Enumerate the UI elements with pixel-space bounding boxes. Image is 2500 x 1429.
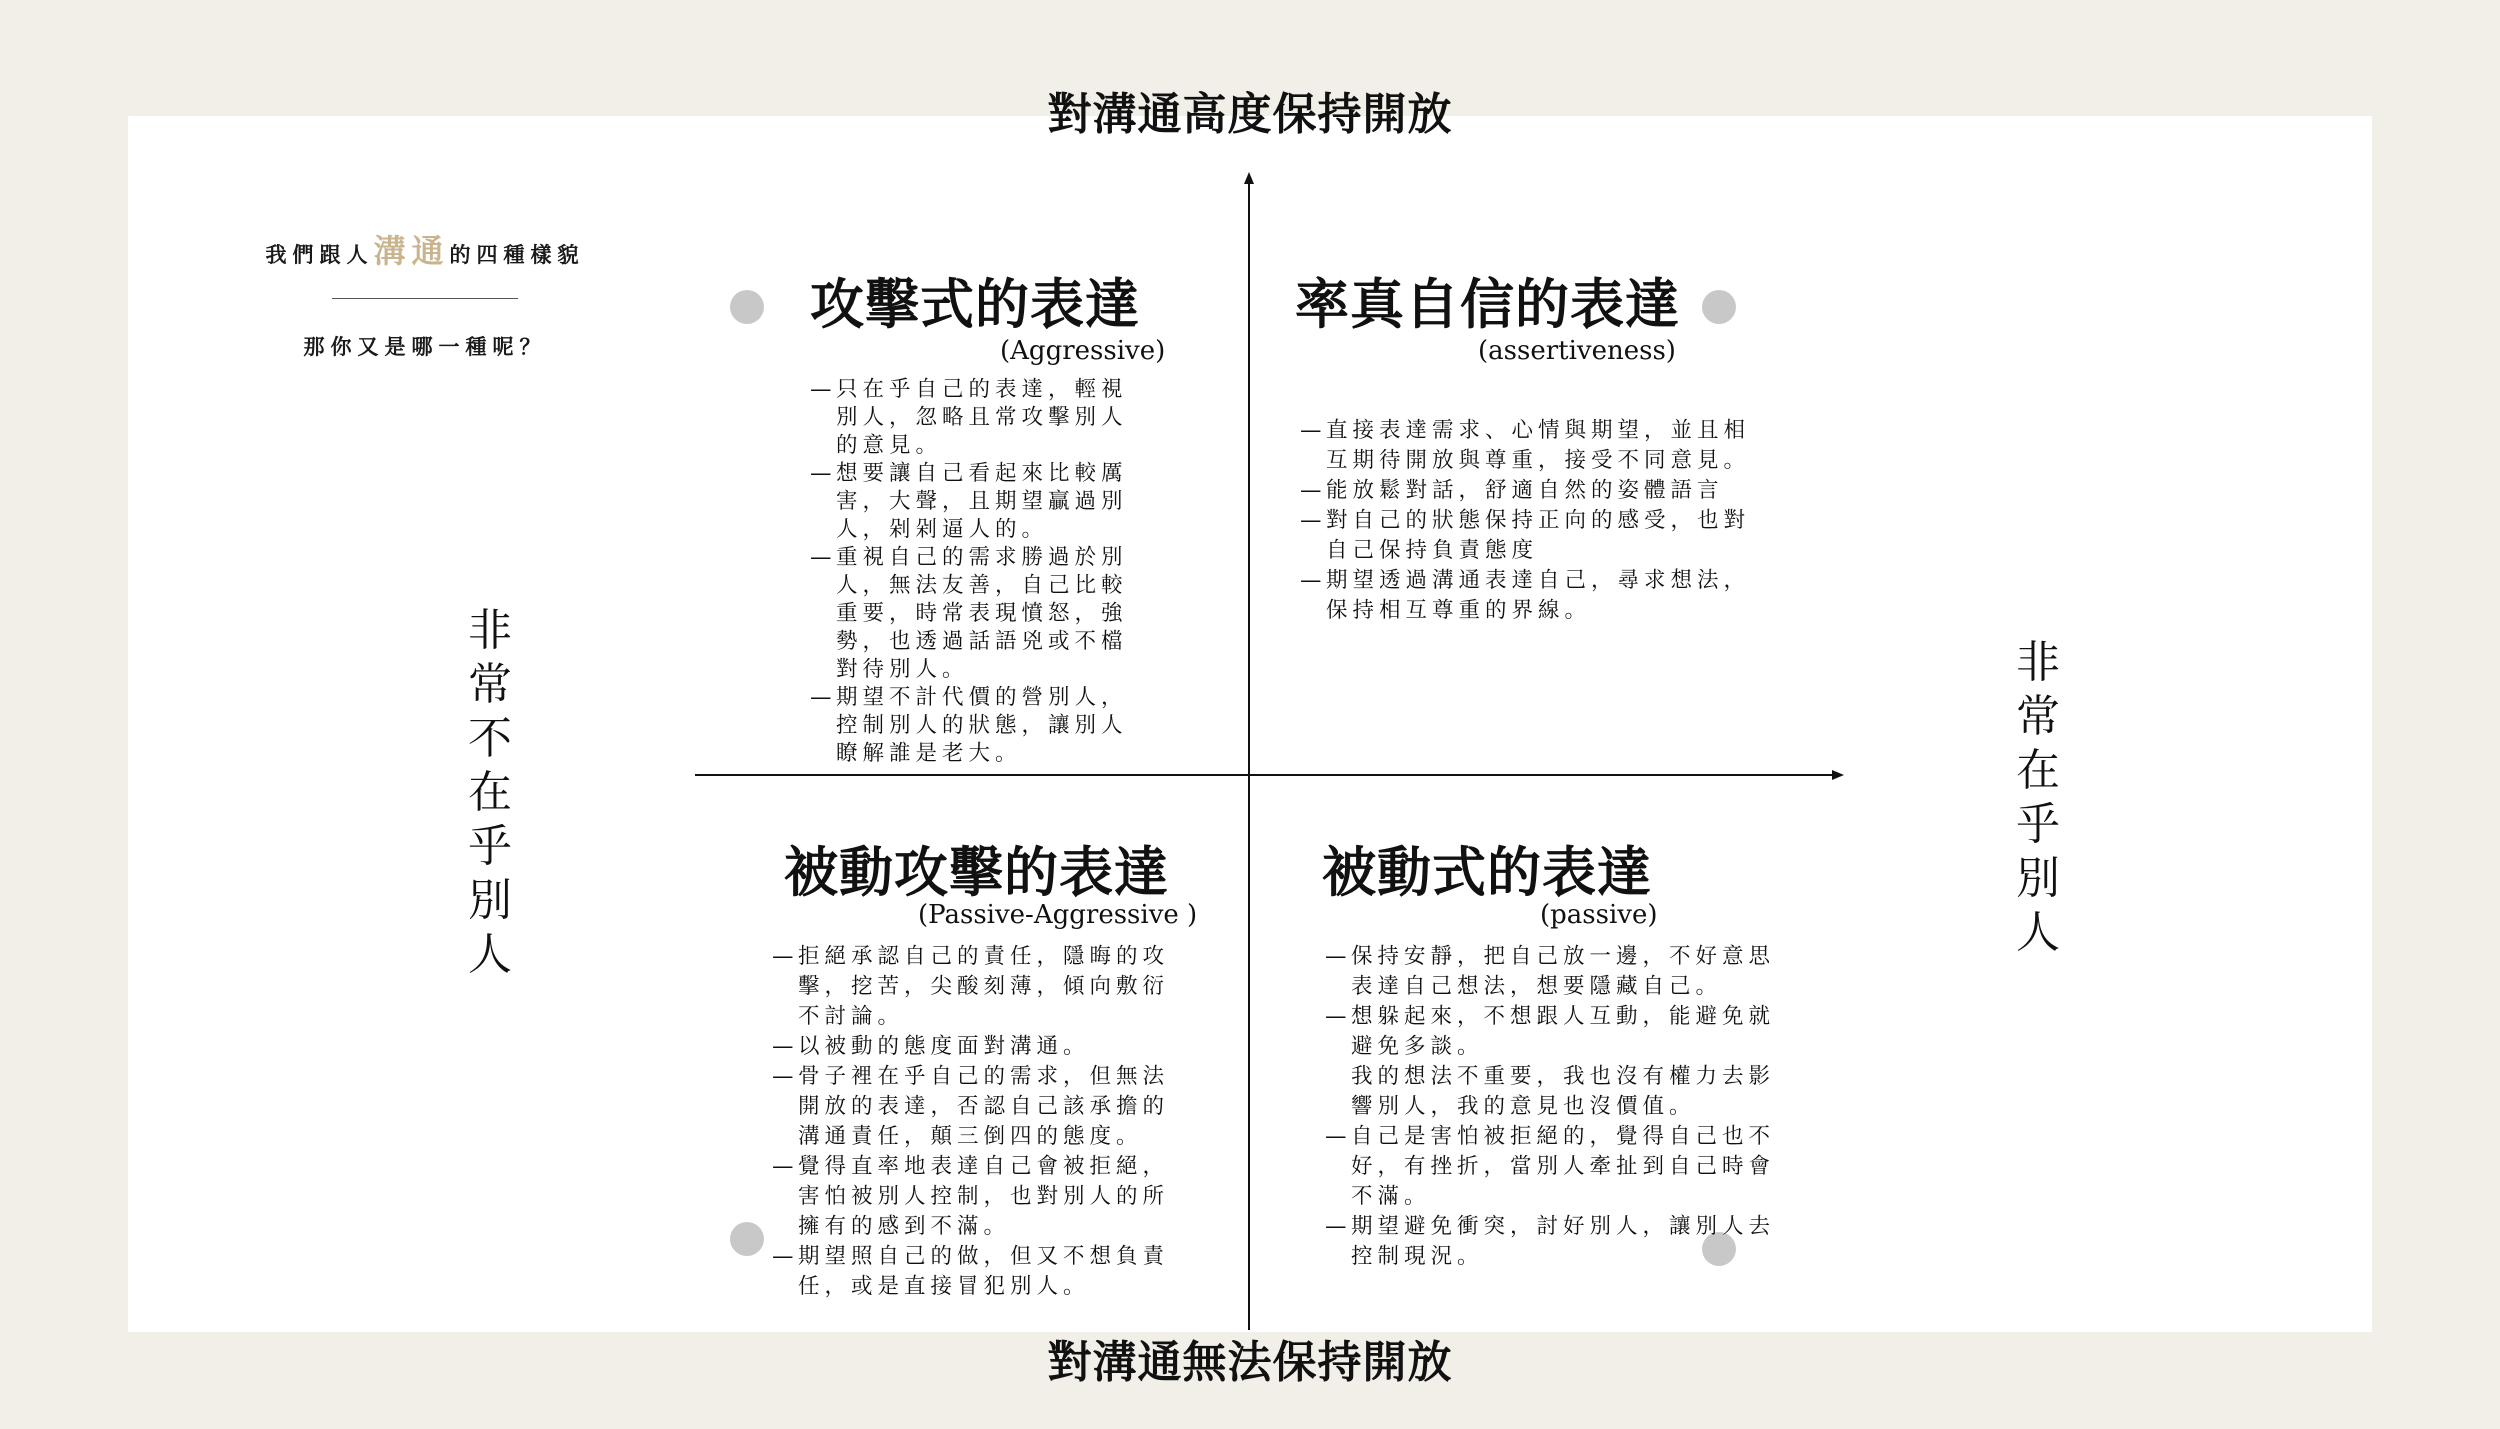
- quadrant-list-passive: [1325, 942, 1785, 1272]
- list-item: — 直接表達需求、心情與期望，並且相互期待開放與尊重，接受不同意見。: [1300, 416, 1770, 476]
- quadrant-list-aggressive: [810, 376, 1150, 768]
- list-item: — 期望不計代價的營別人，控制別人的狀態，讓別人瞭解誰是老大。: [810, 684, 1150, 768]
- decor-dot: [1702, 290, 1736, 324]
- quadrant-title-aggressive: 攻擊式的表達: [810, 272, 1140, 336]
- intro-prefix: 我們跟人: [265, 243, 374, 267]
- list-item: — 自己是害怕被拒絕的，覺得自己也不好，有挫折，當別人牽扯到自己時會不滿。: [1325, 1122, 1785, 1212]
- quadrant-title-assertive: 率真自信的表達: [1295, 272, 1680, 336]
- list-item: — 想要讓自己看起來比較厲害，大聲，且期望贏過別人，剁剁逼人的。: [810, 460, 1150, 544]
- list-item: — 想躲起來，不想跟人互動，能避免就避免多談。: [1325, 1002, 1785, 1062]
- list-item: — 對自己的狀態保持正向的感受，也對自己保持負責態度: [1300, 506, 1770, 566]
- axis-label-bottom: 對溝通無法保持開放: [1047, 1337, 1453, 1388]
- list-item: — 骨子裡在乎自己的需求，但無法開放的表達，否認自己該承擔的溝通責任，顛三倒四的態度。: [772, 1062, 1182, 1152]
- list-item: — 期望透過溝通表達自己，尋求想法，保持相互尊重的界線。: [1300, 566, 1770, 626]
- list-item: — 拒絕承認自己的責任，隱晦的攻擊，挖苦，尖酸刻薄，傾向敷衍不討論。: [772, 942, 1182, 1032]
- decor-dot: [730, 1222, 764, 1256]
- list-item: 我的想法不重要，我也沒有權力去影響別人，我的意見也沒價值。: [1351, 1064, 1776, 1119]
- list-item: — 保持安靜，把自己放一邊，不好意思表達自己想法，想要隱藏自己。: [1325, 942, 1785, 1002]
- list-item: — 只在乎自己的表達，輕視別人，忽略且常攻擊別人的意見。: [810, 376, 1150, 460]
- quadrant-subtitle-passive-aggressive: (Passive-Aggressive ): [918, 900, 1198, 930]
- list-item: — 期望照自己的做，但又不想負責任，或是直接冒犯別人。: [772, 1242, 1182, 1302]
- intro-suffix: 的四種樣貌: [449, 243, 585, 267]
- list-item: — 覺得直率地表達自己會被拒絕，害怕被別人控制，也對別人的所擁有的感到不滿。: [772, 1152, 1182, 1242]
- intro-question: 那你又是哪一種呢？: [303, 335, 547, 359]
- quadrant-subtitle-aggressive: (Aggressive): [1000, 336, 1166, 366]
- quadrant-title-passive: 被動式的表達: [1322, 840, 1652, 904]
- quadrant-list-passive-aggressive: [772, 942, 1182, 1302]
- list-item: — 期望避免衝突，討好別人，讓別人去控制現況。: [1325, 1212, 1785, 1272]
- list-item: — 重視自己的需求勝過於別人，無法友善，自己比較重要，時常表現憤怒，強勢，也透過話語兇或不檔對待別人。: [810, 544, 1150, 684]
- quadrant-list-assertive: [1300, 416, 1770, 626]
- list-item: — 以被動的態度面對溝通。: [772, 1032, 1182, 1062]
- intro-highlight: 溝通: [373, 232, 450, 270]
- quadrant-subtitle-assertive: (assertiveness): [1478, 336, 1676, 366]
- axis-label-left: 非常不在乎別人: [468, 605, 512, 980]
- axis-label-top: 對溝通高度保持開放: [1047, 89, 1453, 140]
- list-item: — 能放鬆對話，舒適自然的姿體語言: [1300, 476, 1770, 506]
- axis-label-right: 非常在乎別人: [2016, 637, 2060, 958]
- quadrant-title-passive-aggressive: 被動攻擊的表達: [784, 840, 1169, 904]
- decor-dot: [730, 290, 764, 324]
- quadrant-subtitle-passive: (passive): [1540, 900, 1658, 930]
